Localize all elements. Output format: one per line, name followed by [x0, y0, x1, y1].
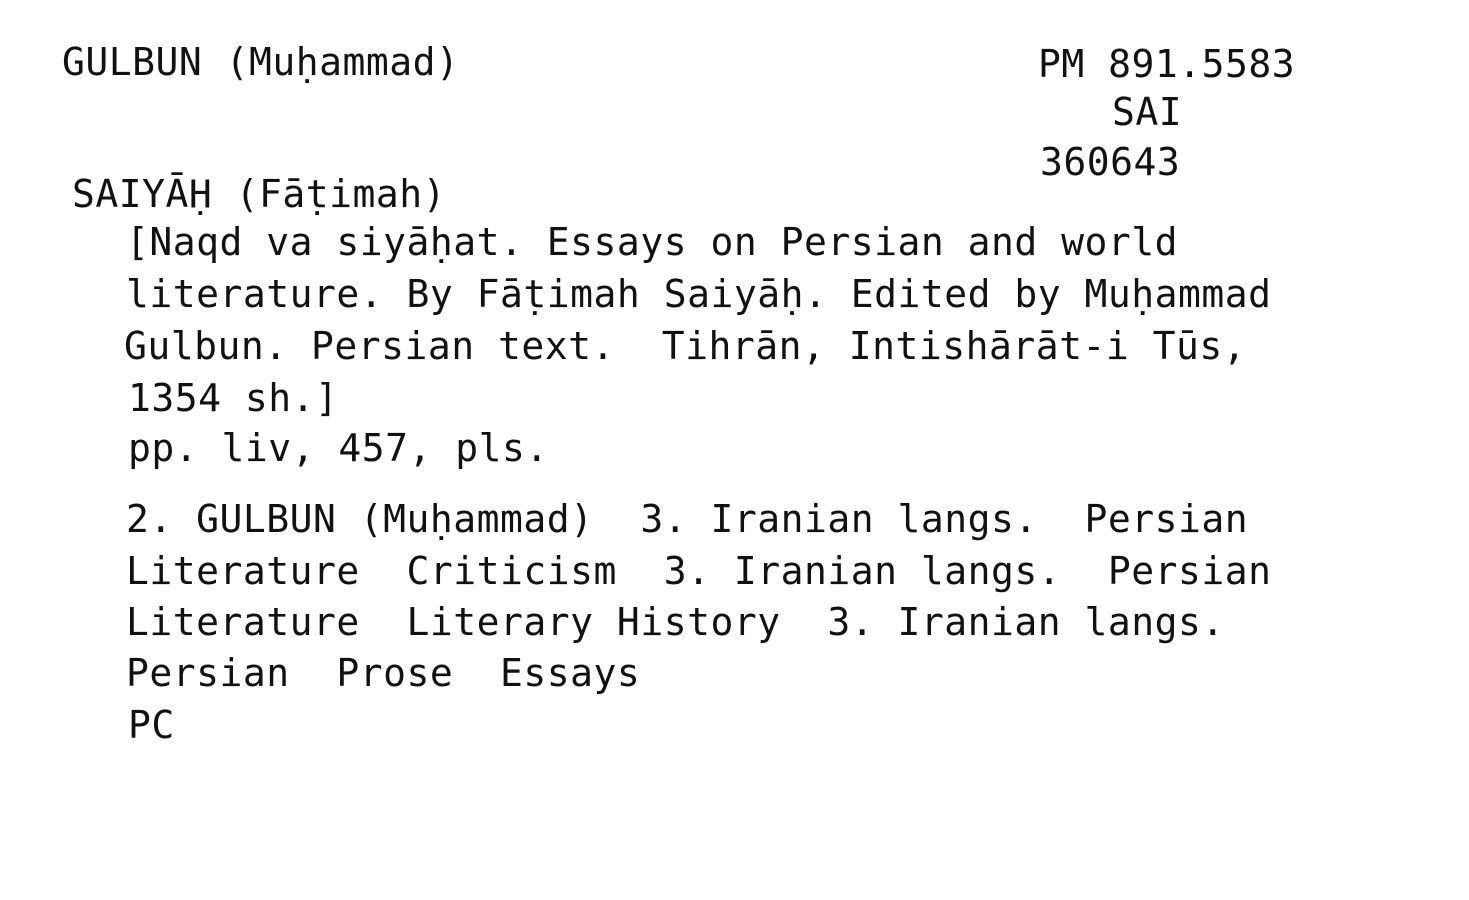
collation-line: pp. liv, 457, pls.: [128, 426, 549, 470]
main-entry-heading: SAIYĀḤ (Fāṭimah): [72, 172, 447, 216]
added-entry-heading: GULBUN (Muḥammad): [62, 40, 460, 84]
tracing-line: Persian Prose Essays: [126, 651, 641, 695]
tracing-line: Literature Literary History 3. Iranian langs.: [126, 600, 1225, 644]
description-line: Gulbun. Persian text. Tihrān, Intishārāt-i Tūs,: [124, 324, 1247, 368]
tracing-line: 2. GULBUN (Muḥammad) 3. Iranian langs. Persian: [126, 497, 1249, 541]
call-number-cutter: SAI: [1112, 90, 1183, 134]
description-line: [Naqd va siyāḥat. Essays on Persian and world: [126, 220, 1179, 264]
accession-number: 360643: [1040, 140, 1181, 184]
description-line: literature. By Fāṭimah Saiyāḥ. Edited by Muḥammad: [126, 272, 1272, 316]
tracing-line: Literature Criticism 3. Iranian langs. Persian: [126, 549, 1272, 593]
tracing-line: PC: [128, 703, 175, 747]
description-line: 1354 sh.]: [128, 376, 339, 420]
call-number-class: PM 891.5583: [1038, 42, 1296, 86]
